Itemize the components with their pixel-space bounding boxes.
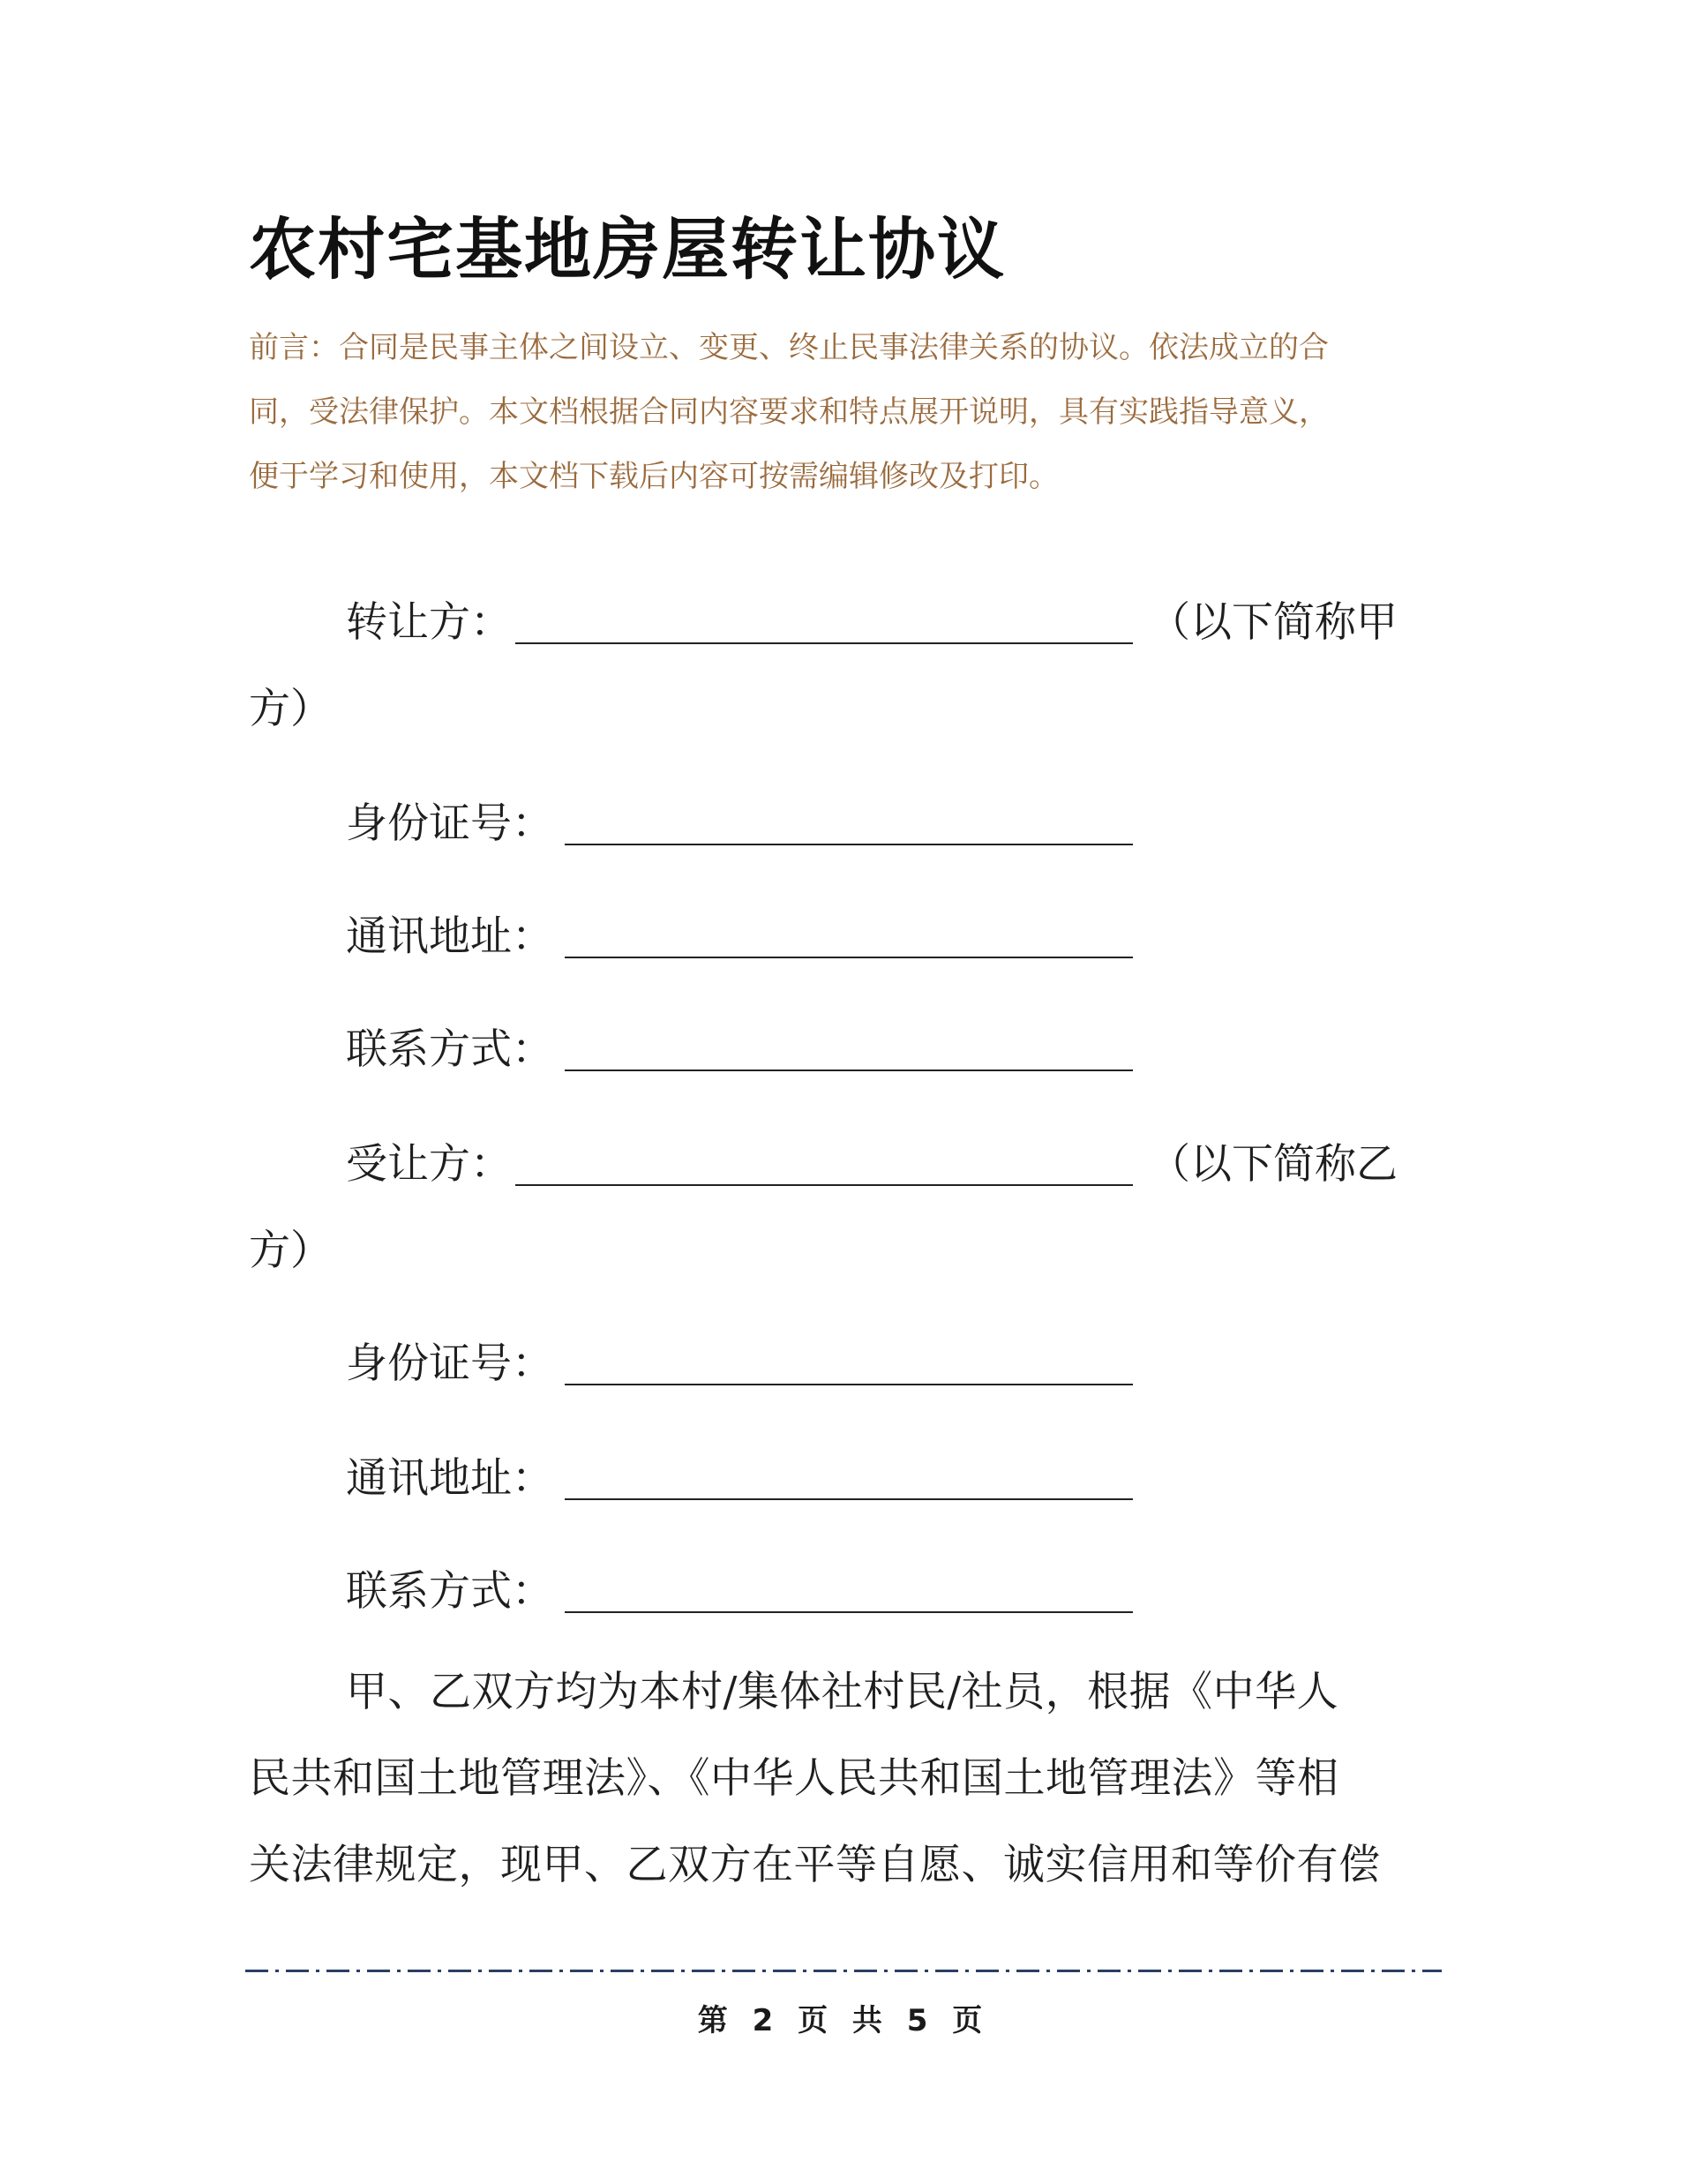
party-b-id-blank[interactable] [565, 1384, 1133, 1385]
party-b-transferee-field [346, 1138, 1398, 1191]
party-b-id-label: 身份证号： [346, 1340, 553, 1388]
party-b-id-field [346, 1338, 553, 1391]
party-a-id-field [346, 798, 553, 851]
footer-divider [245, 1970, 1442, 1972]
party-b-address-blank[interactable] [565, 1498, 1133, 1500]
body-paragraph [249, 1666, 1440, 1925]
preface-line: 便于学习和使用，本文档下载后内容可按需编辑修改及打印。 [249, 459, 1059, 494]
party-a-address-label: 通讯地址： [346, 912, 553, 961]
page-number: 第 2 页 共 5 页 [697, 2003, 990, 2038]
party-b-name-blank[interactable] [515, 1184, 1133, 1186]
preface-line: 前言：合同是民事主体之间设立、变更、终止民事法律关系的协议。依法成立的合 [249, 330, 1329, 365]
party-b-contact-field [346, 1565, 553, 1618]
party-b-contact-blank[interactable] [565, 1611, 1133, 1613]
party-b-address-label: 通讯地址： [346, 1454, 553, 1503]
party-b-label: 受让方： [346, 1140, 512, 1189]
party-b-suffix-wrap: 方） [249, 1227, 332, 1275]
party-a-id-blank[interactable] [565, 844, 1133, 845]
preface-line: 同，受法律保护。本文档根据合同内容要求和特点展开说明，具有实践指导意义， [249, 394, 1329, 430]
party-b-suffix: （以下简称乙 [1149, 1140, 1398, 1189]
preface [249, 316, 1440, 509]
party-a-id-label: 身份证号： [346, 799, 553, 848]
party-a-contact-field [346, 1024, 553, 1077]
party-a-suffix: （以下简称甲 [1149, 598, 1398, 647]
party-a-label: 转让方： [346, 598, 512, 647]
body-line: 民共和国土地管理法》、《中华人民共和国土地管理法》等相 [249, 1754, 1339, 1803]
party-a-address-field [346, 911, 553, 964]
party-a-contact-blank[interactable] [565, 1069, 1133, 1071]
party-b-address-field [346, 1452, 553, 1505]
body-line: 甲、乙双方均为本村/集体社村民/社员，根据《中华人 [346, 1668, 1339, 1716]
party-b-contact-label: 联系方式： [346, 1567, 553, 1616]
document-title: 农村宅基地房屋转让协议 [249, 210, 1006, 289]
body-line: 关法律规定，现甲、乙双方在平等自愿、诚实信用和等价有偿 [249, 1841, 1381, 1889]
party-a-name-blank[interactable] [515, 642, 1133, 644]
party-a-suffix-wrap: 方） [249, 685, 332, 733]
party-a-address-blank[interactable] [565, 957, 1133, 958]
party-a-contact-label: 联系方式： [346, 1025, 553, 1074]
party-a-transferor-field [346, 597, 1398, 649]
